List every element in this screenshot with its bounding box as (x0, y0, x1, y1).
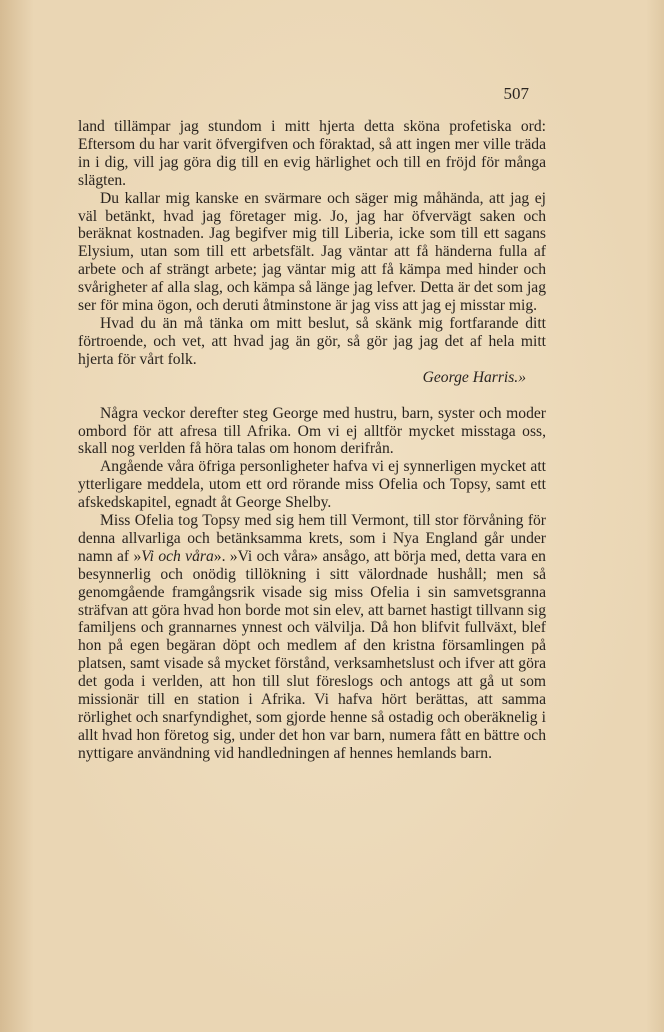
narrative-paragraph-3-rest: ». »Vi och våra» ansågo, att börja med, detta vara en besynnerlig och onödig tillökning i sitt välordnade hushåll; men så genomgående framgångsrik visade sig miss Ofelia i sin samvetsgranna sträfvan att göra hvad hon borde mot sin elev, att barnet hastigt tillvann sig familjens och grannarnes ynnest och välvilja. Då hon blifvit fullväxt, blef hon på egen begäran döpt och medlem af den kristna församlingen på platsen, samt visade så mycket förstånd, verksamhetslust och ifver att göra det goda i verlden, att hon till slut föreslogs och antogs att gå ut som missionär till en station i Afrika. Vi hafva hört berättas, att samma rörlighet och snarfyndighet, som gjorde henne så ostadig och oberäknelig i allt hvad hon företog sig, under det hon var barn, numera fått en bättre och nyttigare användning vid handledningen af hennes hemlands barn. (78, 547, 546, 762)
letter-signature: George Harris.» (422, 368, 526, 386)
italic-phrase: Vi och våra (141, 547, 214, 565)
page-number: 507 (503, 84, 529, 103)
narrative-paragraph-2: Angående våra öfriga personligheter hafva vi ej synnerligen mycket att ytterligare meddela, utom ett ord rörande miss Ofelia och Topsy, samt ett afskedskapitel, egnadt åt George Shelby. (78, 458, 546, 512)
narrative-paragraph-3-start: Miss Ofelia tog Topsy med sig hem till Vermont, till stor förvåning för denna allvarliga och betänksamma krets, som i Nya England går under namn af » (78, 512, 546, 565)
body-text (78, 118, 546, 763)
narrative-paragraph-3 (78, 512, 546, 763)
section-gap (78, 387, 546, 405)
letter-paragraph-3: Hvad du än må tänka om mitt beslut, så skänk mig fortfarande ditt förtroende, och vet, att hvad jag än gör, så gör jag jag det af hela mitt hjerta för vårt folk. (78, 314, 546, 368)
letter-paragraph-1: land tillämpar jag stundom i mitt hjerta detta sköna profetiska ord: Eftersom du har varit öfvergifven och föraktad, så att ingen mer ville träda in i dig, vill jag göra dig till en evig härlighet och till en fröjd för många slägten. (78, 118, 546, 189)
narrative-paragraph-1: Några veckor derefter steg George med hustru, barn, syster och moder ombord för att afresa till Afrika. Om vi ej alltför mycket misstaga oss, skall nog verlden få höra talas om honom derifrån. (78, 404, 546, 458)
letter-paragraph-2: Du kallar mig kanske en svärmare och säger mig måhända, att jag ej väl betänkt, hvad jag företager mig. Jo, jag har öfvervägt saken och beräknat kostnaden. Jag begifver mig till Liberia, icke som till ett sagans Elysium, utan som till ett arbetsfält. Jag väntar att få händerna fulla af arbete och af strängt arbete; jag väntar mig att få kämpa med hinder och svårigheter af alla slag, och kämpa så länge jag lefver. Detta är det som jag ser för mina ögon, och deruti åtminstone är jag viss att jag ej misstar mig. (78, 189, 546, 315)
